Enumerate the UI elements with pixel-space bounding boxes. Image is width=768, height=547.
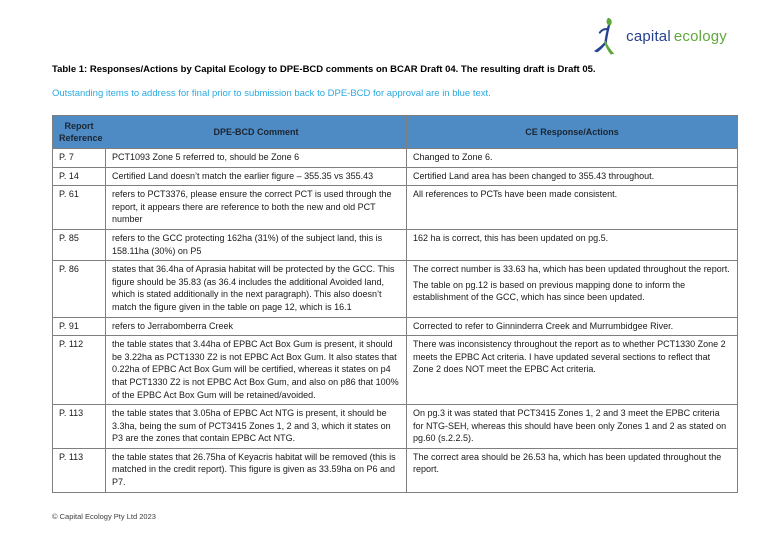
comment-cell bbox=[106, 229, 407, 260]
responses-actions-table bbox=[52, 115, 738, 493]
comment-cell bbox=[106, 167, 407, 186]
comment-cell bbox=[106, 448, 407, 492]
header-ce-response-actions: CE Response/Actions bbox=[407, 116, 738, 149]
table-row bbox=[53, 336, 738, 405]
paragraph: P. 86 bbox=[59, 264, 79, 275]
report-reference-cell bbox=[53, 317, 106, 336]
report-reference-cell bbox=[53, 261, 106, 317]
paragraph: the table states that 26.75ha of Keyacris habitat will be removed (this is matched in the credit report). This figure is given as 33.59ha on P6 and P7. bbox=[112, 451, 396, 488]
paragraph: Certified Land doesn’t match the earlier figure – 355.35 vs 355.43 bbox=[112, 170, 374, 181]
header-report-reference: Report Reference bbox=[53, 116, 106, 149]
outstanding-items-notice: Outstanding items to address for final prior to submission back to DPE-BCD for approval are in blue text. bbox=[52, 88, 491, 99]
header-dpe-bcd-comment: DPE-BCD Comment bbox=[106, 116, 407, 149]
paragraph: The table on pg.12 is based on previous mapping done to inform the establishment of the GCC, which has since been updated. bbox=[413, 279, 686, 303]
comment-cell bbox=[106, 149, 407, 168]
paragraph: the table states that 3.05ha of EPBC Act NTG is present, it should be 3.3ha, being the sum of PCT3415 Zones 1, 2 and 3, which it states on P3 are the zones that contain EPBC Act NTG. bbox=[112, 408, 391, 444]
paragraph: P. 14 bbox=[59, 170, 79, 181]
table-row bbox=[53, 229, 738, 260]
comment-cell bbox=[106, 336, 407, 405]
paragraph: PCT1093 Zone 5 referred to, should be Zone 6 bbox=[112, 152, 300, 162]
response-cell bbox=[407, 261, 738, 317]
paragraph: The correct number is 33.63 ha, which has been updated throughout the report. bbox=[413, 264, 730, 275]
logo-text-capital: capital bbox=[626, 27, 671, 45]
paragraph: P. 113 bbox=[59, 408, 84, 419]
paragraph: There was inconsistency throughout the report as to whether PCT1330 Zone 2 meets the EPBC Act criteria. I have updated several sections to reflect that Zone 2 does NOT meet the EPBC Act criteria. bbox=[413, 339, 726, 375]
paragraph: refers to the GCC protecting 162ha (31%) of the subject land, this is 158.11ha (30%) on P5 bbox=[112, 232, 383, 256]
report-reference-cell bbox=[53, 448, 106, 492]
paragraph: Certified Land area has been changed to 355.43 throughout. bbox=[413, 170, 655, 181]
comment-cell bbox=[106, 186, 407, 230]
response-cell bbox=[407, 149, 738, 168]
logo-figure-tree-icon bbox=[590, 15, 624, 57]
copyright-footer: © Capital Ecology Pty Ltd 2023 bbox=[52, 512, 156, 521]
table-caption: Table 1: Responses/Actions by Capital Ecology to DPE-BCD comments on BCAR Draft 04. The resulting draft is Draft 05. bbox=[52, 64, 596, 75]
report-reference-cell bbox=[53, 336, 106, 405]
response-cell bbox=[407, 405, 738, 449]
paragraph: P. 112 bbox=[59, 339, 84, 350]
table-row bbox=[53, 317, 738, 336]
paragraph: The correct area should be 26.53 ha, which has been updated throughout the report. bbox=[413, 451, 722, 475]
table-row bbox=[53, 261, 738, 317]
logo-text-ecology: ecology bbox=[673, 27, 727, 45]
table-body bbox=[53, 149, 738, 493]
response-cell bbox=[407, 186, 738, 230]
paragraph: All references to PCTs have been made consistent. bbox=[413, 189, 618, 200]
paragraph: 162 ha is correct, this has been updated on pg.5. bbox=[413, 232, 609, 243]
paragraph: P. 85 bbox=[59, 232, 79, 243]
comment-cell bbox=[106, 261, 407, 317]
report-reference-cell bbox=[53, 229, 106, 260]
report-reference-cell bbox=[53, 186, 106, 230]
response-cell bbox=[407, 336, 738, 405]
paragraph: On pg.3 it was stated that PCT3415 Zones 1, 2 and 3 meet the EPBC criteria for NTG-SEH, whereas this should have been only Zones 1 and 2 as stated on pg.60 (s.2.2.5). bbox=[413, 408, 727, 444]
logo-wordmark bbox=[626, 28, 727, 45]
response-cell bbox=[407, 448, 738, 492]
paragraph: refers to Jerrabomberra Creek bbox=[112, 320, 234, 331]
paragraph: P. 7 bbox=[59, 152, 74, 162]
response-cell bbox=[407, 317, 738, 336]
paragraph: the table states that 3.44ha of EPBC Act Box Gum is present, it should be 3.22ha as PCT1330 Z2 is not EPBC Act Box Gum. It also states that 0.22ha of EPBC Act Box Gum will be certified, whereas it states on p4 that PCT1330 Z2 is not EPBC Act Box Gum, and also on p86 that 100% of the EPBC Act Box Gum will be retained/avoided. bbox=[112, 339, 399, 400]
table-row bbox=[53, 167, 738, 186]
report-reference-cell bbox=[53, 167, 106, 186]
response-cell bbox=[407, 229, 738, 260]
paragraph: P. 61 bbox=[59, 189, 79, 200]
company-logo bbox=[590, 15, 727, 57]
response-cell bbox=[407, 167, 738, 186]
comment-cell bbox=[106, 405, 407, 449]
paragraph: P. 113 bbox=[59, 451, 84, 462]
paragraph: Corrected to refer to Ginninderra Creek and Murrumbidgee River. bbox=[413, 320, 674, 331]
table-row bbox=[53, 149, 738, 168]
comment-cell bbox=[106, 317, 407, 336]
paragraph: refers to PCT3376, please ensure the correct PCT is used through the report, it appears there are reference to both the new and old PCT number bbox=[112, 189, 392, 225]
header-row bbox=[53, 116, 738, 149]
table-row bbox=[53, 405, 738, 449]
table-row bbox=[53, 448, 738, 492]
table-row bbox=[53, 186, 738, 230]
paragraph: Changed to Zone 6. bbox=[413, 152, 493, 162]
paragraph: states that 36.4ha of Aprasia habitat will be protected by the GCC. This figure should be 35.83 (as 36.4 includes the additional Avoided land, which is stated additionally in the next paragraph). This also doesn’t match the figure given in the table on page 12, which is 16.1 bbox=[112, 264, 395, 312]
report-reference-cell bbox=[53, 405, 106, 449]
table-header bbox=[53, 116, 738, 149]
paragraph: P. 91 bbox=[59, 320, 79, 331]
report-reference-cell bbox=[53, 149, 106, 168]
